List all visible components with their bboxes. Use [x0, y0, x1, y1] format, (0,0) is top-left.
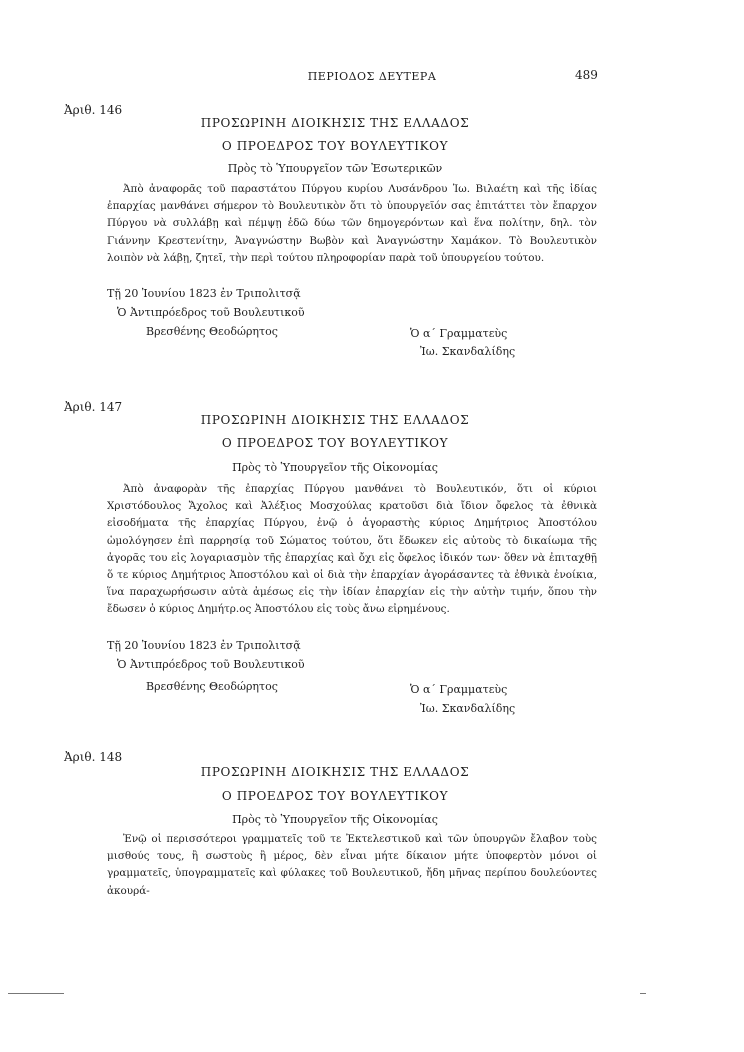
secretary-title: Ὁ α΄ Γραμματεὺς — [410, 683, 508, 696]
heading-government: ΠΡΟΣΩΡΙΝΗ ΔΙΟΙΚΗΣΙΣ ΤΗΣ ΕΛΛΑΔΟΣ — [200, 116, 470, 130]
heading-government: ΠΡΟΣΩΡΙΝΗ ΔΙΟΙΚΗΣΙΣ ΤΗΣ ΕΛΛΑΔΟΣ — [200, 413, 470, 427]
vice-president-title: Ὁ Ἀντιπρόεδρος τοῦ Βουλευτικοῦ — [117, 306, 305, 319]
heading-president: Ο ΠΡΟΕΔΡΟΣ ΤΟΥ ΒΟΥΛΕΥΤΙΚΟΥ — [221, 436, 449, 450]
date-place: Τῇ 20 Ἰουνίου 1823 ἐν Τριπολιτσᾷ — [107, 639, 301, 652]
vice-president-title: Ὁ Ἀντιπρόεδρος τοῦ Βουλευτικοῦ — [117, 658, 305, 671]
document-number: Ἀριθ. 147 — [64, 400, 123, 414]
addressee: Πρὸς τὸ Ὑπουργεῖον τῆς Οἰκονομίας — [232, 461, 438, 474]
secretary-name: Ἰω. Σκανδαλίδης — [420, 702, 516, 715]
heading-president: Ο ΠΡΟΕΔΡΟΣ ΤΟΥ ΒΟΥΛΕΥΤΙΚΟΥ — [221, 789, 449, 803]
addressee: Πρὸς τὸ Ὑπουργεῖον τῆς Οἰκονομίας — [232, 813, 438, 826]
document-number: Ἀριθ. 148 — [64, 750, 123, 764]
page-number: 489 — [575, 68, 598, 82]
addressee: Πρὸς τὸ Ὑπουργεῖον τῶν Ἐσωτερικῶν — [227, 162, 443, 175]
secretary-title: Ὁ α΄ Γραμματεὺς — [410, 327, 508, 340]
document-body: Ἀπὸ ἀναφορὰν τῆς ἐπαρχίας Πύργου μανθάνει τὸ Βουλευτικόν, ὅτι οἱ κύριοι Χριστόδουλος Ἄχολος καὶ Ἀλέξιος Μοσχούλας κρατοῦσι διὰ ἴδιον ὄφελος τὰ ἐθνικὰ εἰσοδήματα τῆς ἐπαρχίας Πύργου, ἐνῷ ὁ ἀγοραστὴς κύριος Δημήτριος Ἀποστόλου ὡμολόγησεν ἐπὶ παρρησίᾳ τοῦ Σώματος τούτου, ὅτι ἔδωκεν εἰς αὐτοὺς τὸ δικαίωμα τῆς ἀγορᾶς του εἰς λογαριασμὸν τῆς ἐπαρχίας καὶ ὄχι εἰς ὄφελος ἰδικόν των· ὅθεν νὰ ἐπιταχθῇ ὅ τε κύριος Δημήτριος Ἀποστόλου καὶ οἱ διὰ τὴν ἐπαρχίαν ἀγοράσαντες τὰ ἐθνικὰ ἐνοίκια, ἵνα παραχωρήσωσιν αὐτὰ ἀμέσως εἰς τὴν ἰδίαν ἐπαρχίαν εἰς τὴν αὐτὴν τιμήν, ὅπου τὴν ἔδωσεν ὁ κύριος Δημήτρ.ος Ἀποστόλου εἰς τοὺς ἄνω εἰρημένους. — [107, 483, 597, 616]
vice-president-name: Βρεσθένης Θεοδώρητος — [146, 680, 278, 693]
running-title: ΠΕΡΙΟΔΟΣ ΔΕΥΤΕΡΑ — [307, 70, 437, 83]
heading-president: Ο ΠΡΟΕΔΡΟΣ ΤΟΥ ΒΟΥΛΕΥΤΙΚΟΥ — [221, 139, 449, 153]
document-body: Ἀπὸ ἀναφορᾶς τοῦ παραστάτου Πύργου κυρίου Λυσάνδρου Ἰω. Βιλαέτη καὶ τῆς ἰδίας ἐπαρχίας μανθάνει σήμερον τὸ Βουλευτικὸν ὅτι τὸ ὑπουργεῖόν σας ἐπιτάττει τὸν ἔπαρχον Πύργου νὰ συλλάβῃ καὶ πέμψῃ ἐδῶ δύω τῶν δημογερόντων καὶ ἕνα πολίτην, δηλ. τὸν Γιάννην Κρεστενίτην, Ἀναγνώστην Βωβὸν καὶ Ἀναγνώστην Χαμάκον. Τὸ Βουλευτικὸν λοιπὸν νὰ λάβῃ, ζητεῖ, τὴν περὶ τούτου πληροφορίαν παρὰ τοῦ ὑπουργείου τούτου. — [107, 183, 597, 264]
date-place: Τῇ 20 Ἰουνίου 1823 ἐν Τριπολιτσᾷ — [107, 287, 301, 300]
document-number: Ἀριθ. 146 — [64, 103, 123, 117]
secretary-name: Ἰω. Σκανδαλίδης — [420, 345, 516, 358]
scan-edge-mark-right — [640, 993, 646, 994]
vice-president-name: Βρεσθένης Θεοδώρητος — [146, 325, 278, 338]
heading-government: ΠΡΟΣΩΡΙΝΗ ΔΙΟΙΚΗΣΙΣ ΤΗΣ ΕΛΛΑΔΟΣ — [200, 765, 470, 779]
scan-edge-mark-left — [8, 993, 64, 994]
document-body: Ἐνῷ οἱ περισσότεροι γραμματεῖς τοῦ τε Ἐκτελεστικοῦ καὶ τῶν ὑπουργῶν ἔλαβον τοὺς μισθούς τους, ἢ σωστοὺς ἢ μέρος, δὲν εἶναι μήτε δίκαιον μήτε ὑποφερτὸν μόνοι οἱ γραμματεῖς, ὑπογραμματεῖς καὶ φύλακες τοῦ Βουλευτικοῦ, ἤδη μῆνας περίπου δουλεύοντες ἀκουρά- — [107, 833, 597, 897]
